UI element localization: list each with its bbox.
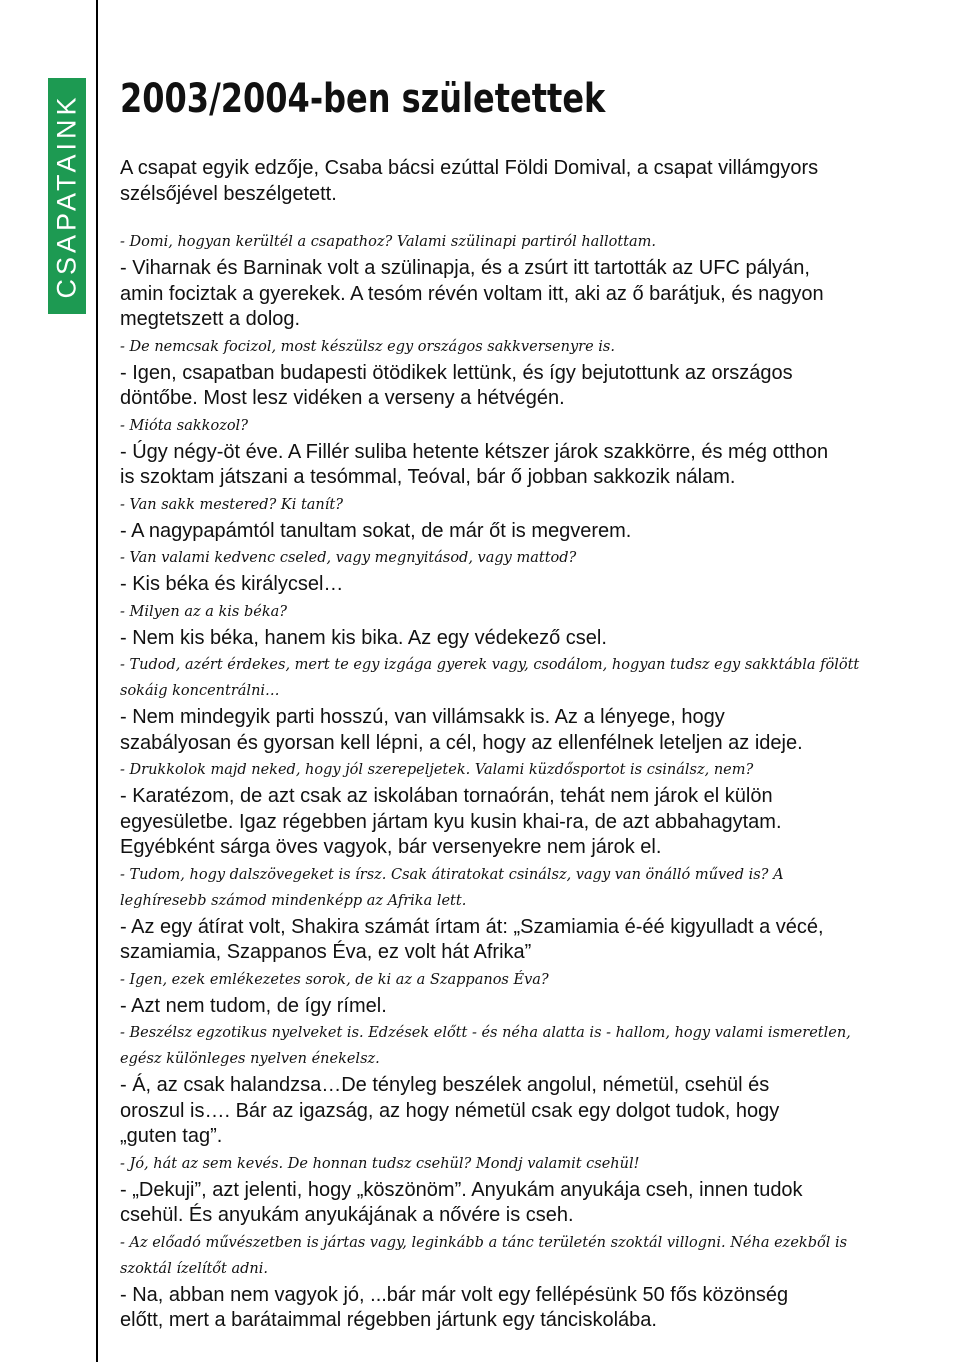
question-line: - Van valami kedvenc cseled, vagy megnyitásod, vagy mattod? [120,550,577,566]
interview-answer [120,1283,935,1334]
answer-line: - Igen, csapatban budapesti ötödikek lettünk, és így bejutottunk az országos [120,361,793,384]
interview-question [120,545,935,571]
page-title: 2003/2004-ben születettek [120,76,606,122]
answer-line: szamiamia, Szappanos Éva, ez volt hát Afrika” [120,941,532,963]
interview-answer [120,1073,935,1150]
answer-line: - Á, az csak halandzsa…De tényleg beszélek angolul, németül, csehül és [120,1074,770,1096]
interview-question [120,492,935,518]
intro-line: szélsőjével beszélgetett. [120,183,337,205]
answer-line: oroszul is…. Bár az igazság, az hogy németül csak egy dolgot tudok, hogy [120,1099,780,1122]
question-line: - Drukkolok majd neked, hogy jól szerepeljetek. Valami küzdősportot is csinálsz, nem? [120,762,754,778]
interview-question [120,334,935,360]
interview-answer [120,440,935,491]
interview-question [120,1230,935,1282]
answer-line: megtetszett a dolog. [120,308,301,330]
interview-answer [120,1178,935,1229]
question-line: - Van sakk mestered? Ki tanít? [120,496,343,513]
answer-line: - Kis béka és királycsel… [120,573,344,595]
question-line: - Beszélsz egzotikus nyelveket is. Edzések előtt - és néha alatta is - hallom, hogy valami ismeretlen, [120,1025,851,1041]
intro-line: A csapat egyik edzője, Csaba bácsi ezúttal Földi Domival, a csapat villámgyors [120,157,819,179]
answer-line: - Na, abban nem vagyok jó, ...bár már volt egy fellépésünk 50 fős közönség [120,1283,789,1306]
interview-question [120,1151,935,1177]
answer-line: Egyébként sárga öves vagyok, bár versenyekre nem járok el. [120,836,662,858]
answer-line: - Viharnak és Barninak volt a szülinapja, és a zsúrt itt tartották az UFC pályán, [120,257,810,279]
question-line: - Mióta sakkozol? [120,417,248,434]
interview-question [120,229,935,255]
question-line: leghíresebb számod mindenképp az Afrika lett. [120,892,467,909]
question-line: - Domi, hogyan kerültél a csapathoz? Valami szülinapi partiról hallottam. [120,234,656,250]
section-tab-label: CSAPATAINK [51,93,82,299]
answer-line: döntőbe. Most lesz vidéken a verseny a hétvégén. [120,387,565,409]
question-line: - Jó, hát az sem kevés. De honnan tudsz csehül? Mondj valamit csehül! [120,1155,640,1172]
interview-question [120,862,935,914]
answer-line: - A nagypapámtól tanultam sokat, de már őt is megverem. [120,519,632,542]
interview-answer [120,994,935,1020]
answer-line: - Nem kis béka, hanem kis bika. Az egy védekező csel. [120,626,607,649]
margin-rule [96,0,98,1362]
answer-line: - Az egy átírat volt, Shakira számát írtam át: „Szamiamia é-éé kigyulladt a vécé, [120,915,824,938]
intro-paragraph [120,155,935,207]
interview-question [120,967,935,993]
question-line: sokáig koncentrálni… [120,683,280,699]
answer-line: szabályosan és gyorsan kell lépni, a cél, hogy az ellenfélnek leteljen az ideje. [120,731,803,754]
interview-answer [120,626,935,652]
question-line: egész különleges nyelven énekelsz. [120,1051,380,1067]
interview-question [120,652,935,704]
interview-question [120,599,935,625]
question-line: - Az előadó művészetben is jártas vagy, leginkább a tánc területén szoktál villogni. Néha ezekből is [120,1234,848,1251]
answer-line: - Nem mindegyik parti hosszú, van villámsakk is. Az a lényege, hogy [120,706,725,728]
answer-line: egyesületbe. Igaz régebben jártam kyu kusin khai-ra, de azt abbahagytam. [120,810,782,833]
interview-answer [120,519,935,545]
answer-line: - „Dekuji”, azt jelenti, hogy „köszönöm”. Anyukám anyukája cseh, innen tudok [120,1178,803,1201]
answer-line: - Úgy négy-öt éve. A Fillér suliba hetente kétszer járok szakkörre, és még otthon [120,440,829,463]
answer-line: amin fociztak a gyerekek. A tesóm révén voltam itt, aki az ő barátjuk, és nagyon [120,282,824,305]
interview-answer [120,915,935,966]
question-line: - Tudod, azért érdekes, mert te egy izgága gyerek vagy, csodálom, hogyan tudsz egy sakktábla fölött [120,657,860,673]
question-line: - De nemcsak focizol, most készülsz egy országos sakkversenyre is. [120,338,615,355]
interview-answer [120,784,935,861]
interview-question [120,413,935,439]
answer-line: - Azt nem tudom, de így rímel. [120,994,387,1017]
answer-line: „guten tag”. [120,1125,223,1147]
answer-line: - Karatézom, de azt csak az iskolában tornaórán, tehát nem járok el külön [120,785,773,807]
question-line: - Tudom, hogy dalszövegeket is írsz. Csak átiratokat csinálsz, vagy van önálló műved is? A [120,866,784,883]
answer-line: is szoktam játszani a tesómmal, Teóval, bár ő jobban sakkozik nálam. [120,466,736,488]
interview-question [120,757,935,783]
answer-line: csehül. És anyukám anyukájának a nővére is cseh. [120,1204,574,1226]
interview-answer [120,361,935,412]
question-line: - Milyen az a kis béka? [120,603,288,620]
interview-answer [120,256,935,333]
interview-answer [120,572,935,598]
interview-answer [120,705,935,756]
question-line: szoktál ízelítőt adni. [120,1260,268,1277]
section-tab [48,78,86,314]
question-line: - Igen, ezek emlékezetes sorok, de ki az a Szappanos Éva? [120,971,549,988]
article-body [120,155,935,1335]
interview [120,229,935,1334]
interview-question [120,1020,935,1072]
answer-line: előtt, mert a barátaimmal régebben jártunk egy tánciskolába. [120,1309,657,1331]
